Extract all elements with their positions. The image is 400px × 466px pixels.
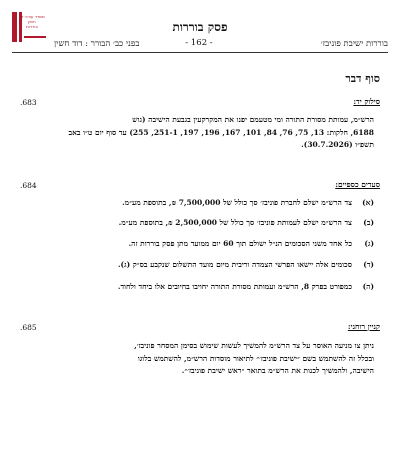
list-item [40, 218, 374, 230]
paragraph-line: ניתן צו מניעה האוסר על צד הרש״מ להמשיך לעשות שימוש בסימן המסחר פוניבז׳, [134, 341, 374, 350]
list-item-text: כמפורט בפרק 8, הרש״מ ועמותת מסורת התורה יחויבו בחיובים אלו ביחד ולחוד. [117, 282, 352, 291]
section-title: סוף דבר [345, 72, 380, 85]
page-number: - 162 - [185, 38, 213, 48]
list-item [40, 239, 374, 251]
paragraph-line: ובכלל זה להשתמש בשם ״ישיבת פוניבז׳״ לתיאור מוסדות הרש״מ, להשתמש בלוגו [137, 353, 374, 363]
list-item-label: (ה) [362, 282, 374, 291]
logo-line: בוררות [26, 24, 38, 29]
list-item [40, 282, 374, 294]
list-item-label: (ד) [363, 260, 374, 269]
paragraph-line: הרש״מ, עמותת מסורת התורה ומי מטעמם יפנו את המקרקעין בגבעת הישיבה (גוש [132, 115, 374, 124]
header-case-name: בוררות ישיבת פוניבז׳ [320, 39, 388, 49]
paragraph-line: 6188, חלקות: 13, 75, 76, 84, 101, 167, 196, 197, 251-1, 255) עד סוף יום ט״ו באב [68, 127, 374, 137]
paragraph-number: 684. [20, 181, 37, 190]
header-row [10, 38, 388, 52]
paragraph-number: 683. [20, 98, 37, 107]
header-arbitrator: בפני כב׳ הבורר : דוד חשין [54, 39, 140, 49]
paragraph-heading: סילוק יד: [353, 97, 380, 106]
list-item [40, 260, 374, 272]
list-item-text: צד הרש״מ ישלם לעמותת פוניבז׳ סך כולל של 2,500,000 ₪, בתוספת מע״מ. [118, 218, 352, 227]
paragraph-line: תשפ״ו (30.7.2026). [301, 140, 374, 149]
paragraph-heading: קניין רוחני: [347, 322, 380, 331]
list-item-text: צד הרש״מ ישלם לחברת פוניבז׳ סך כולל של 7,500,000 ₪, בתוספת מע״מ. [122, 198, 352, 207]
list-item-label: (ג) [364, 239, 374, 248]
header-divider [12, 52, 388, 53]
document-title: פסק בוררות [172, 20, 228, 34]
paragraph-body [40, 340, 374, 378]
paragraph-body [40, 114, 374, 152]
paragraph-number: 685. [20, 323, 37, 332]
paragraph-line: הישיבה, ולהמשיך לכנות את הרש״מ בתואר ״ראש ישיבת פוניבז׳״. [181, 366, 374, 375]
paragraph-heading: סעדים כספיים: [335, 180, 380, 189]
list-item-text: כל אחד משני הסכומים הנ״ל ישולם תוך 60 יום ממועד מתן פסק בוררות זה. [128, 239, 352, 248]
list-item-label: (ב) [363, 218, 374, 227]
logo-line: משרד עורכי דין [19, 14, 45, 19]
list-item-text: סכומים אלה יישאו הפרשי הצמדה וריבית מיום מועד התשלום שנקבע בס״ק (ג). [117, 260, 352, 269]
list-item [40, 198, 374, 210]
list-item-label: (א) [362, 198, 374, 207]
logo-line: חשין [28, 19, 36, 24]
